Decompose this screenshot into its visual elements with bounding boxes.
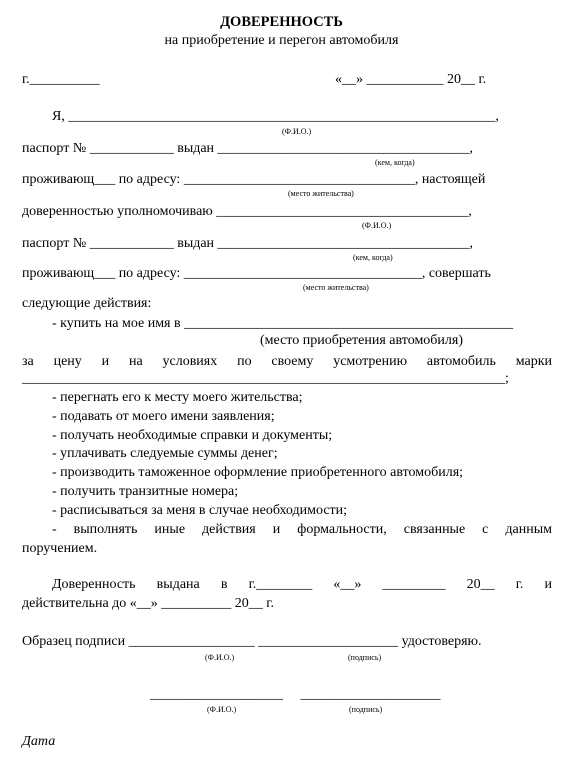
issued-line: Доверенность выдана в г.________ «__» _________ 20__ г. и xyxy=(52,577,552,592)
price-line: за цену и на условиях по своему усмотрению автомобиль марки xyxy=(22,354,552,369)
list-item: - подавать от моего имени заявления; xyxy=(52,409,275,424)
address-line-2: проживающ___ по адресу: __________________________________, совершать xyxy=(22,266,491,281)
list-item: - получить транзитные номера; xyxy=(52,484,239,499)
signature-fio-hint: (Ф.И.О.) xyxy=(205,653,235,662)
second-fio-hint: (Ф.И.О.) xyxy=(207,705,237,714)
passport-line-1: паспорт № ____________ выдан ____________________________________, xyxy=(22,141,474,156)
attorney-line: доверенностью уполномочиваю ____________________________________, xyxy=(22,204,472,219)
list-item: - расписываться за меня в случае необходимости; xyxy=(52,503,348,518)
passport-hint-1: (кем, когда) xyxy=(375,158,415,167)
date-label: Дата xyxy=(22,734,56,749)
city-field: г.__________ xyxy=(22,72,100,87)
document-subtitle: на приобретение и перегон автомобиля xyxy=(164,33,399,48)
purchase-place-hint: (место приобретения автомобиля) xyxy=(260,333,464,348)
list-item: - производить таможенное оформление приобретенного автомобиля; xyxy=(52,465,464,480)
address-line-1: проживающ___ по адресу: _________________________________, настоящей xyxy=(22,172,486,187)
principal-line: Я, _____________________________________________________________, xyxy=(52,109,499,124)
second-sign-hint: (подпись) xyxy=(349,705,383,714)
second-signature-line: ___________________ ____________________ xyxy=(150,687,441,702)
list-item: - перегнать его к месту моего жительства; xyxy=(52,390,303,405)
signature-sign-hint: (подпись) xyxy=(348,653,382,662)
car-brand-line: _____________________________________________________________________; xyxy=(22,371,509,386)
document-title: ДОВЕРЕННОСТЬ xyxy=(220,14,343,30)
list-item-continuation: поручением. xyxy=(22,541,98,556)
valid-until-line: действительна до «__» __________ 20__ г. xyxy=(22,596,274,611)
passport-hint-2: (кем, когда) xyxy=(353,253,393,262)
passport-line-2: паспорт № ____________ выдан ____________________________________, xyxy=(22,236,474,251)
list-item: - получать необходимые справки и документы; xyxy=(52,428,333,443)
buy-line: - купить на мое имя в _______________________________________________ xyxy=(52,316,514,331)
principal-hint: (Ф.И.О.) xyxy=(282,127,312,136)
actions-heading: следующие действия: xyxy=(22,296,152,311)
attorney-hint: (Ф.И.О.) xyxy=(362,221,392,230)
signature-sample-line: Образец подписи __________________ ____________________ удостоверяю. xyxy=(22,634,482,649)
address-hint-2: (место жительства) xyxy=(303,283,369,292)
list-item: - уплачивать следуемые суммы денег; xyxy=(52,446,278,461)
date-field: «__» ___________ 20__ г. xyxy=(335,72,487,87)
address-hint-1: (место жительства) xyxy=(288,189,354,198)
list-item: - выполнять иные действия и формальности, связанные с данным xyxy=(52,522,552,537)
